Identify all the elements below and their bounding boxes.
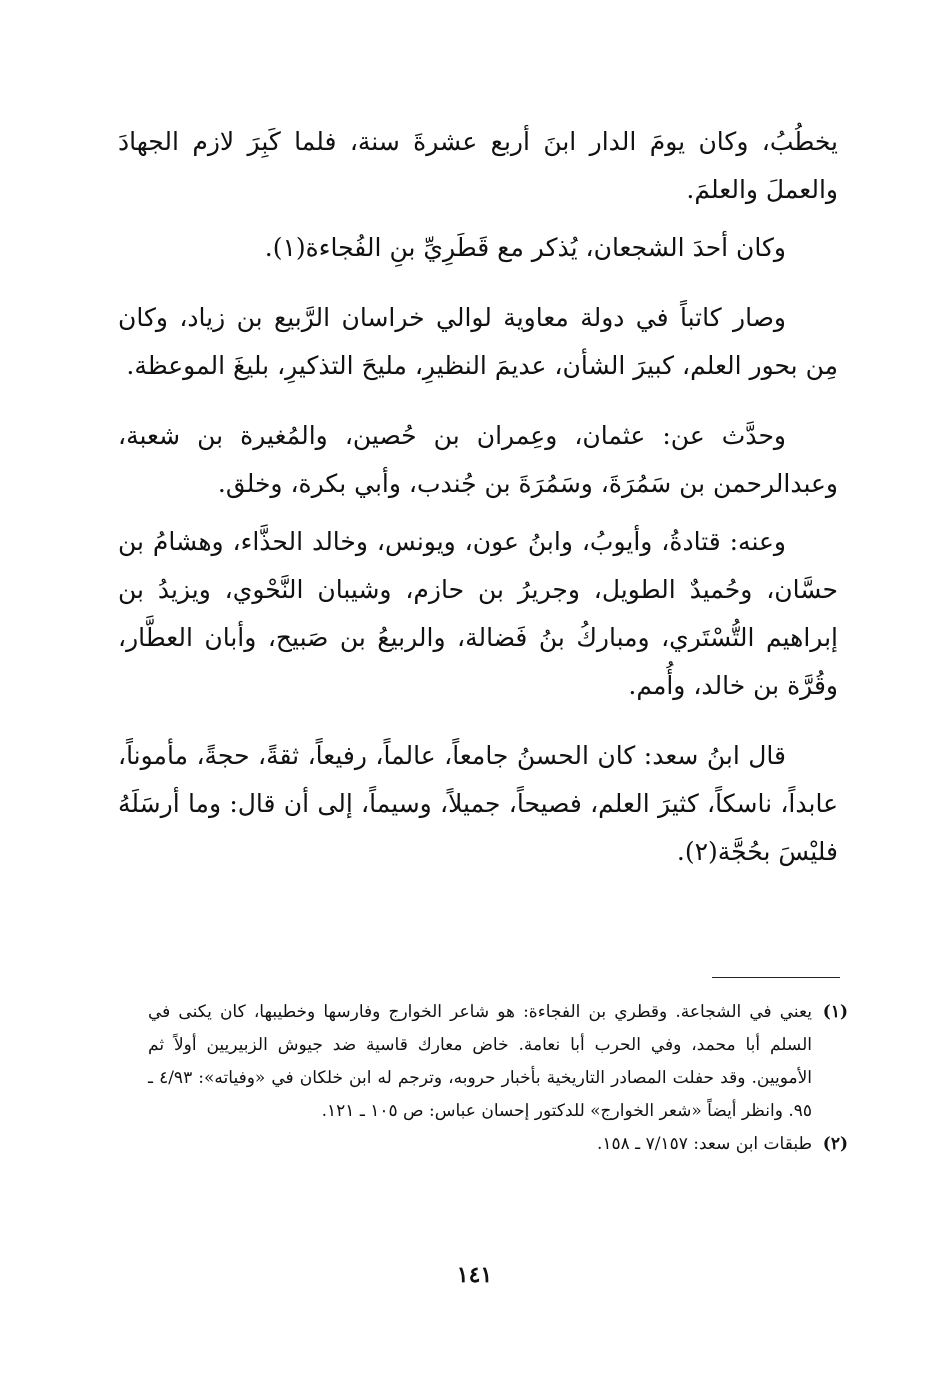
paragraph-3: وصار كاتباً في دولة معاوية لوالي خراسان الرَّبيع بن زياد، وكان مِن بحور العلم، كبيرَ الشأن، عديمَ النظيرِ، مليحَ التذكيرِ، بليغَ الموعظة. bbox=[118, 303, 838, 380]
footnote-1 bbox=[148, 996, 848, 1128]
footnotes bbox=[148, 996, 848, 1161]
footnote-2 bbox=[148, 1128, 848, 1161]
paragraph-1: يخطُبُ، وكان يومَ الدار ابنَ أربع عشرةَ سنة، فلما كَبِرَ لازم الجهادَ والعملَ والعلمَ. bbox=[118, 127, 838, 204]
main-text bbox=[118, 118, 838, 876]
footnote-number: (٢) bbox=[822, 1134, 848, 1154]
footnote-separator bbox=[712, 977, 840, 978]
paragraph-2: وكان أحدَ الشجعان، يُذكر مع قَطَرِيِّ بنِ الفُجاءة(١). bbox=[264, 233, 786, 262]
footnote-number: (١) bbox=[822, 1002, 848, 1022]
page-number: ١٤١ bbox=[456, 1262, 493, 1288]
footnote-text: طبقات ابن سعد: ٧/١٥٧ ـ ١٥٨. bbox=[596, 1134, 812, 1154]
paragraph-4: وحدَّث عن: عثمان، وعِمران بن حُصين، والمُغيرة بن شعبة، وعبدالرحمن بن سَمُرَةَ، وسَمُرَةَ بن جُندب، وأبي بكرة، وخلق. bbox=[118, 421, 838, 498]
footnote-text: يعني في الشجاعة. وقطري بن الفجاءة: هو شاعر الخوارج وفارسها وخطيبها، كان يكنى في السلم أبا محمد، وفي الحرب أبا نعامة. خاض معارك قاسية ضد جيوش الزبيريين أولاً ثم الأمويين. وقد حفلت المصادر التاريخية بأخبار حروبه، وترجم له ابن خلكان في «وفياته»: ٤/٩٣ ـ ٩٥. وانظر أيضاً «شعر الخوارج» للدكتور إحسان عباس: ص ١٠٥ ـ ١٢١. bbox=[148, 1002, 813, 1121]
paragraph-6: قال ابنُ سعد: كان الحسنُ جامعاً، عالماً، رفيعاً، ثقةً، حجةً، مأموناً، عابداً، ناسكاً، كثيرَ العلم، فصيحاً، جميلاً، وسيماً، إلى أن قال: وما أرسَلَهُ فليْسَ بحُجَّة(٢). bbox=[118, 741, 838, 866]
paragraph-5: وعنه: قتادةُ، وأيوبُ، وابنُ عون، ويونس، وخالد الحذَّاء، وهشامُ بن حسَّان، وحُميدٌ الطويل، وجريرُ بن حازم، وشيبان النَّحْوي، ويزيدُ بن إبراهيم التُّسْتَري، ومباركُ بنُ فَضالة، والربيعُ بن صَبيح، وأبان العطَّار، وقُرَّة بن خالد، وأُمم. bbox=[118, 527, 838, 700]
